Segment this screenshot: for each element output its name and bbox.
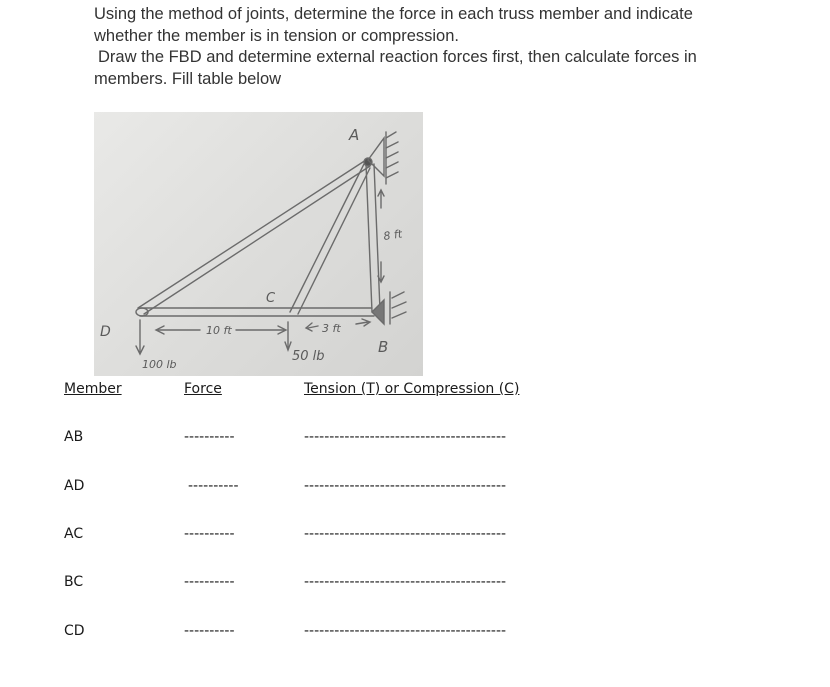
row-member-cd: CD	[64, 623, 85, 639]
prompt-line-3: Draw the FBD and determine external reaction forces first, then calculate forces in	[98, 48, 697, 66]
header-tension-compression: Tension (T) or Compression (C)	[304, 381, 520, 397]
row-force-ab: ----------	[184, 429, 235, 445]
problem-statement	[94, 4, 794, 90]
label-c: C	[266, 291, 276, 306]
row-type-bc: ----------------------------------------	[304, 574, 507, 590]
header-member: Member	[64, 381, 122, 397]
row-member-ad: AD	[64, 478, 85, 494]
header-force: Force	[184, 381, 222, 397]
truss-sketch-photo	[94, 112, 423, 376]
prompt-line-2: whether the member is in tension or compression.	[94, 26, 459, 45]
member-ac	[290, 164, 364, 312]
label-load-50lb: 50 lb	[292, 349, 325, 364]
row-type-ad: ----------------------------------------	[304, 478, 507, 494]
truss-sketch	[94, 112, 423, 376]
row-force-cd: ----------	[184, 623, 235, 639]
member-ab	[366, 164, 372, 312]
support-a	[368, 138, 384, 176]
label-load-100lb: 100 lb	[142, 358, 177, 371]
row-member-bc: BC	[64, 574, 84, 590]
row-type-ac: ----------------------------------------	[304, 526, 507, 542]
label-dim-8ft: 8 ft	[382, 227, 403, 243]
row-member-ac: AC	[64, 526, 84, 542]
row-force-bc: ----------	[184, 574, 235, 590]
row-force-ac: ----------	[184, 526, 235, 542]
support-b	[372, 300, 384, 324]
label-a: A	[349, 126, 360, 144]
prompt-line-4: members. Fill table below	[94, 69, 282, 88]
row-type-cd: ----------------------------------------	[304, 623, 507, 639]
label-dim-10ft: 10 ft	[206, 324, 232, 337]
member-da	[138, 160, 366, 308]
row-member-ab: AB	[64, 429, 84, 445]
label-b: B	[378, 338, 389, 356]
label-d: D	[100, 324, 111, 340]
row-force-ad: ----------	[188, 478, 239, 494]
prompt-line-1: Using the method of joints, determine the force in each truss member and indicate	[94, 5, 693, 23]
label-dim-3ft: 3 ft	[322, 322, 341, 335]
row-type-ab: ----------------------------------------	[304, 429, 507, 445]
